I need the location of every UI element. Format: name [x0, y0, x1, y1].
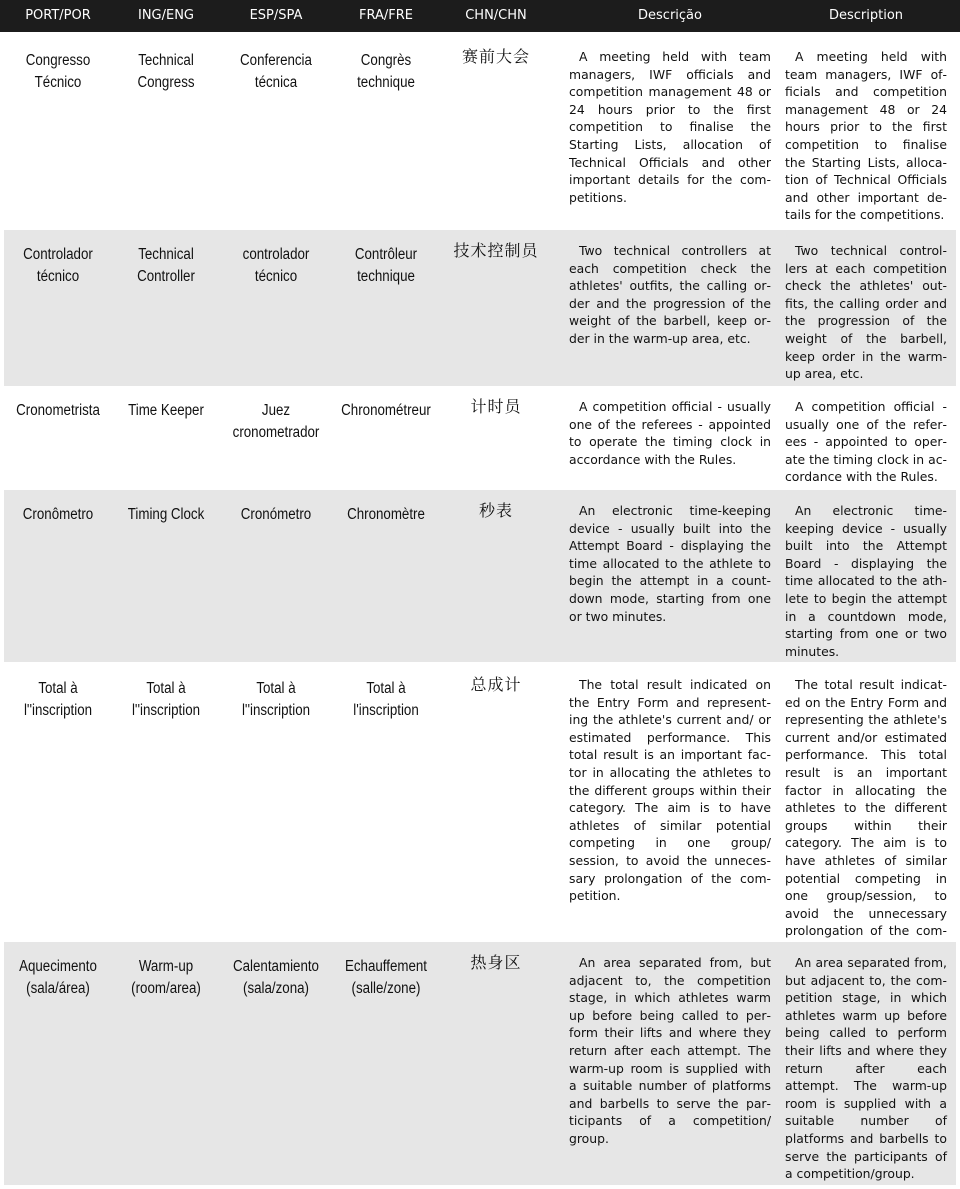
- header-spa: ESP/SPA: [249, 8, 303, 23]
- term-eng: Total à l''inscription: [131, 680, 201, 719]
- table-row: [4, 490, 956, 662]
- table-header: [0, 0, 960, 32]
- term-spa: controlador técnico: [242, 246, 310, 285]
- header-eng: ING/ENG: [137, 8, 195, 23]
- header-descricao: Descrição: [638, 8, 702, 23]
- term-por: Cronômetro: [22, 506, 94, 523]
- term-spa: Juez cronometrador: [232, 402, 320, 441]
- term-fre: Echauffement (salle/zone): [344, 958, 428, 997]
- term-por: Congresso Técnico: [25, 52, 91, 91]
- term-eng: Warm-up (room/area): [131, 958, 201, 997]
- description-pt: Two technical controllers at each competition check the athletes' outfits, the calling order and the progression of the weight of the barbell, keep order in the warm-up area, etc.: [569, 243, 771, 346]
- description-pt: A competition official - usually one of the referees - appointed to operate the timing clock in accordance with the Rules.: [569, 399, 771, 467]
- term-por: Aquecimento (sala/área): [19, 958, 97, 997]
- description-en: A competition official - usually one of the referees - appointed to operate the timing clock in accordance with the Rules.: [785, 399, 947, 485]
- term-fre: Total à l'inscription: [353, 680, 419, 719]
- description-en: An electronic time-keeping device - usually built into the Attempt Board - displaying the time allocated to the athlete to begin the attempt in a countdown mode, starting from one or two minutes.: [785, 503, 947, 659]
- description-pt: An area separated from, but adjacent to, the competition stage, in which athletes warm up before being called to perform their lifts and where they return after each attempt. The warm-up room is supplied with a suitable number of platforms and barbells to serve the participants of a competition/ group.: [569, 955, 771, 1146]
- description-en: An area separated from, but adjacent to, the competition stage, in which athletes warm up before being called to perform their lifts and where they return after each attempt. The warm-up room is supplied with a suitable number of platforms and barbells to serve the participants of a competition/group.: [785, 955, 947, 1182]
- term-eng: Technical Controller: [137, 246, 195, 285]
- term-chn: 技术控制员: [453, 241, 539, 260]
- header-fre: FRA/FRE: [359, 8, 413, 23]
- term-fre: Chronométreur: [341, 402, 431, 419]
- header-description: Description: [828, 8, 904, 23]
- description-pt: A meeting held with team managers, IWF officials and competition management 48 or 24 hours prior to the first competition to finalise the Starting Lists, allocation of Technical Officials and other important details for the competitions.: [569, 49, 771, 205]
- term-por: Controlador técnico: [23, 246, 93, 285]
- table-row: [4, 36, 956, 226]
- description-pt: An electronic time-keeping device - usually built into the Attempt Board - displaying the time allocated to the athlete to begin the attempt in a countdown mode, starting from one or two minutes.: [569, 503, 771, 624]
- term-chn: 计时员: [470, 397, 522, 416]
- term-spa: Conferencia técnica: [240, 52, 312, 91]
- term-eng: Technical Congress: [137, 52, 195, 91]
- header-port: PORT/POR: [25, 8, 91, 23]
- term-fre: Congrès technique: [357, 52, 415, 91]
- table-row: [4, 386, 956, 488]
- description-en: Two technical controllers at each competition check the athletes' outfits, the calling order and the progression of the weight of the barbell, keep order in the warm-up area, etc.: [785, 243, 947, 382]
- description-en: The total result indicated on the Entry Form and representing the athlete's current and/or estimated performance. This total result is an important factor in allocating the athletes to the different groups within their category. The aim is to have athletes of similar potential competing in one group/session, to avoid the unnecessary prolongation of the com: [785, 677, 947, 939]
- term-chn: 秒表: [478, 501, 513, 520]
- table-row: [4, 942, 956, 1185]
- term-eng: Time Keeper: [128, 402, 204, 419]
- term-spa: Cronómetro: [240, 506, 312, 523]
- term-fre: Contrôleur technique: [354, 246, 418, 285]
- term-por: Cronometrista: [16, 402, 100, 419]
- description-en: A meeting held with team managers, IWF officials and competition management 48 or 24 hours prior to the first competition to finalise the Starting Lists, allocation of Technical Officials and other important details for the competitions.: [785, 49, 947, 223]
- term-spa: Total à l''inscription: [241, 680, 311, 719]
- description-pt: The total result indicated on the Entry Form and representing the athlete's current and/ or estimated performance. This total result is an important factor in allocating the athletes to the different groups within their category. The aim is to have athletes of similar potential competing in one group/ session, to avoid the unnecessary prolongation of the competition.: [569, 677, 771, 904]
- term-chn: 赛前大会: [461, 47, 530, 66]
- header-chn: CHN/CHN: [465, 8, 527, 23]
- term-spa: Calentamiento (sala/zona): [233, 958, 319, 997]
- table-row: [4, 664, 956, 940]
- table-row: [4, 230, 956, 386]
- term-chn: 热身区: [470, 953, 522, 972]
- term-eng: Timing Clock: [127, 506, 205, 523]
- term-por: Total à l''inscription: [23, 680, 93, 719]
- term-fre: Chronomètre: [347, 506, 425, 523]
- term-chn: 总成计: [470, 675, 522, 694]
